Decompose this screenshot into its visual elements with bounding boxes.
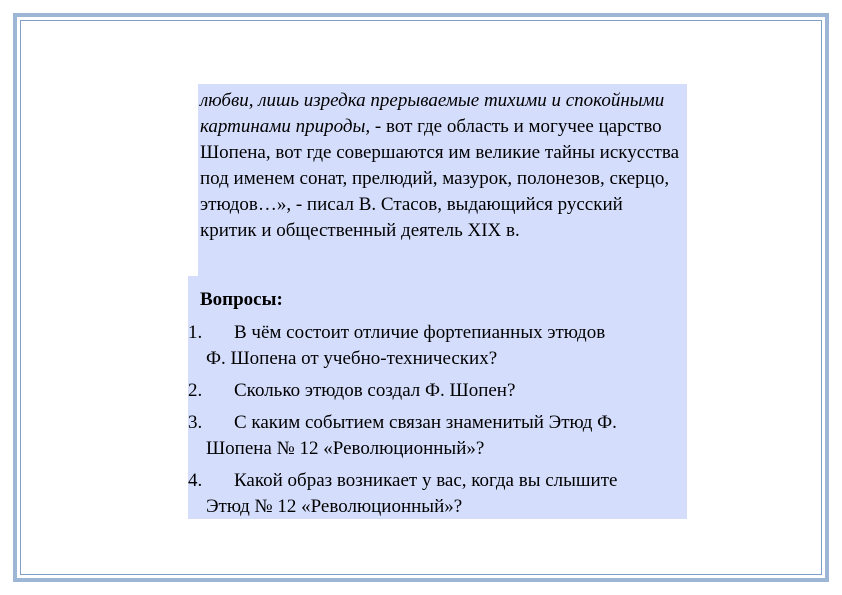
question-text-continued: Шопена № 12 «Революционный»? (206, 438, 485, 459)
question-number: 3. (188, 412, 203, 433)
question-item (188, 468, 687, 520)
question-text: С каким событием связан знаменитый Этюд Ф. (234, 412, 617, 433)
question-number: 2. (188, 380, 203, 401)
question-item (188, 378, 687, 404)
question-text-continued: Этюд № 12 «Революционный»? (206, 496, 463, 517)
passage-normal: - вот где область и могучее царство Шопена, вот где совершаются им великие тайны искусства под именем сонат, прелюдий, мазурок, полонезов, скерцо, этюдов…», - писал В. Стасов, выдающийся русский критик и общественный деятель XIX в. (200, 116, 680, 241)
question-text: Сколько этюдов создал Ф. Шопен? (234, 380, 516, 401)
passage-italic: любви, лишь изредка прерываемые тихими и спокойными картинами природы, (200, 90, 665, 137)
questions-list (188, 318, 687, 519)
question-text-continued: Ф. Шопена от учебно-технических? (206, 348, 498, 369)
question-number: 4. (188, 470, 203, 491)
question-item (188, 410, 687, 462)
question-item (188, 320, 687, 372)
passage-text (198, 84, 687, 276)
question-text: В чём состоит отличие фортепианных этюдов (234, 322, 606, 343)
question-number: 1. (188, 322, 203, 343)
questions-heading: Вопросы: (188, 276, 687, 318)
question-text: Какой образ возникает у вас, когда вы слышите (234, 470, 618, 491)
